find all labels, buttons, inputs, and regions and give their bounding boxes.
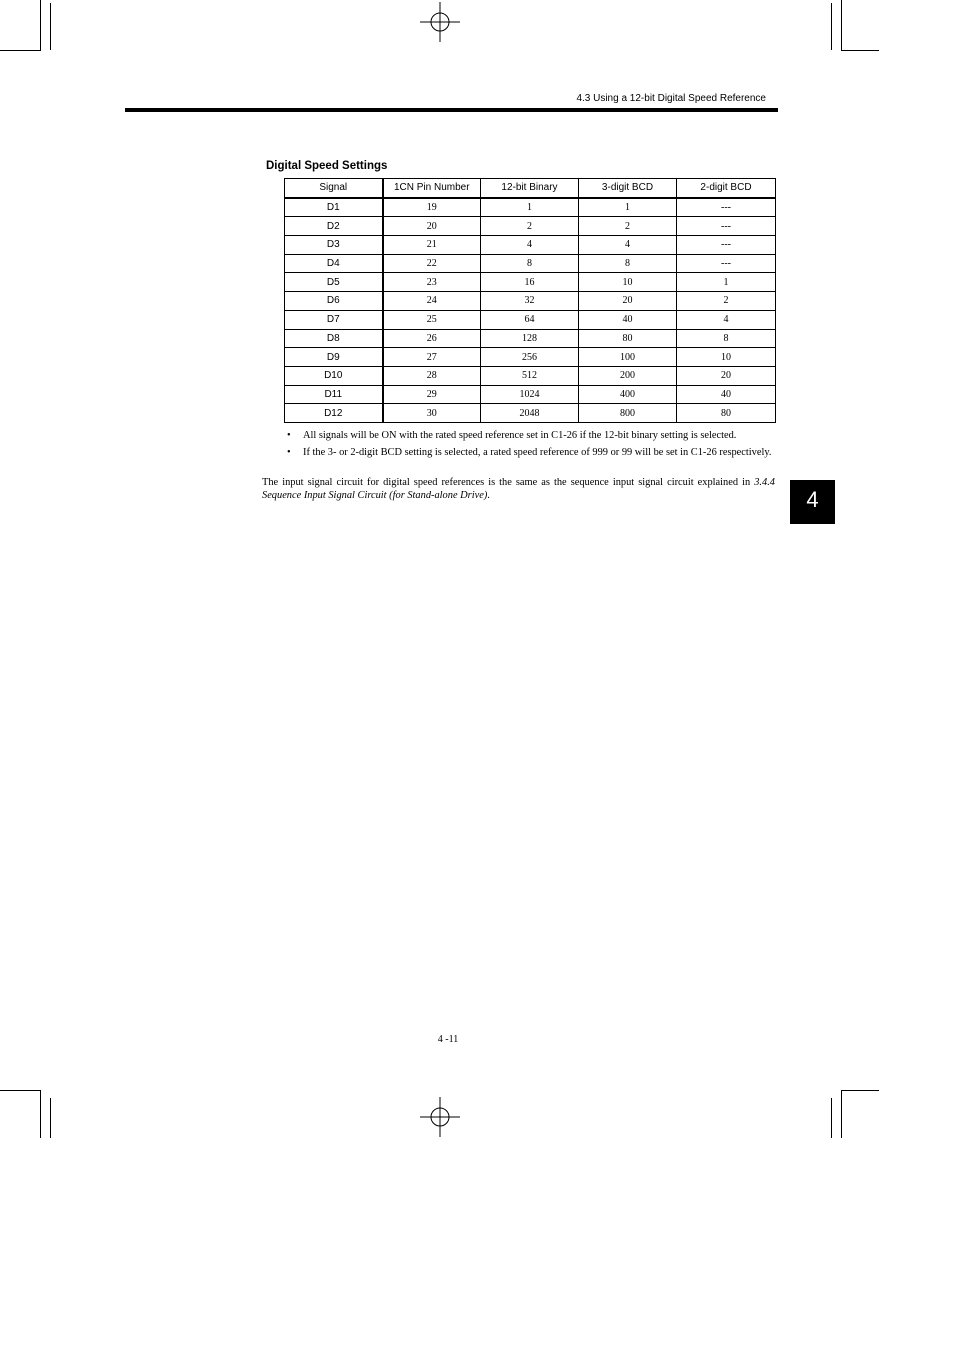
binary-cell: 2 xyxy=(481,217,579,236)
chapter-tab: 4 xyxy=(790,480,835,524)
signal-cell: D9 xyxy=(285,348,383,367)
note-text: All signals will be ON with the rated speed reference set in C1-26 if the 12-bit binary setting is selected. xyxy=(303,430,737,441)
binary-cell: 256 xyxy=(481,348,579,367)
bullet-icon: • xyxy=(287,430,291,441)
table-row xyxy=(285,217,776,236)
table-row xyxy=(285,254,776,273)
table-header-row xyxy=(285,179,776,198)
bcd3-cell: 20 xyxy=(579,292,677,311)
bcd2-cell: --- xyxy=(677,198,776,217)
registration-mark-bottom xyxy=(420,1097,460,1137)
pin-cell: 19 xyxy=(383,198,481,217)
list-item xyxy=(286,447,776,460)
binary-cell: 128 xyxy=(481,329,579,348)
bcd3-cell: 80 xyxy=(579,329,677,348)
signal-cell: D1 xyxy=(285,198,383,217)
binary-cell: 2048 xyxy=(481,404,579,423)
bcd2-cell: 80 xyxy=(677,404,776,423)
list-item xyxy=(286,430,776,443)
column-header-signal: Signal xyxy=(285,179,383,198)
pin-cell: 21 xyxy=(383,236,481,255)
table-row xyxy=(285,198,776,217)
pin-cell: 24 xyxy=(383,292,481,311)
running-header: 4.3 Using a 12-bit Digital Speed Reference xyxy=(576,93,766,104)
binary-cell: 64 xyxy=(481,310,579,329)
binary-cell: 8 xyxy=(481,254,579,273)
signal-cell: D11 xyxy=(285,385,383,404)
table-row xyxy=(285,236,776,255)
bcd3-cell: 1 xyxy=(579,198,677,217)
signal-cell: D12 xyxy=(285,404,383,423)
bcd2-cell: 1 xyxy=(677,273,776,292)
table-row xyxy=(285,348,776,367)
table-row xyxy=(285,329,776,348)
bcd2-cell: 10 xyxy=(677,348,776,367)
bcd2-cell: 40 xyxy=(677,385,776,404)
pin-cell: 23 xyxy=(383,273,481,292)
bcd3-cell: 200 xyxy=(579,366,677,385)
signal-cell: D2 xyxy=(285,217,383,236)
bcd3-cell: 100 xyxy=(579,348,677,367)
signal-cell: D4 xyxy=(285,254,383,273)
signal-cell: D3 xyxy=(285,236,383,255)
pin-cell: 28 xyxy=(383,366,481,385)
bcd3-cell: 800 xyxy=(579,404,677,423)
note-text: If the 3- or 2-digit BCD setting is selected, a rated speed reference of 999 or 99 will be set in C1-26 respectively. xyxy=(303,446,772,458)
bcd3-cell: 10 xyxy=(579,273,677,292)
binary-cell: 32 xyxy=(481,292,579,311)
table-row xyxy=(285,273,776,292)
pin-cell: 30 xyxy=(383,404,481,423)
binary-cell: 1024 xyxy=(481,385,579,404)
paragraph-text: The input signal circuit for digital speed references is the same as the sequence input signal circuit explained in xyxy=(262,477,755,488)
pin-cell: 29 xyxy=(383,385,481,404)
signal-cell: D6 xyxy=(285,292,383,311)
bcd3-cell: 400 xyxy=(579,385,677,404)
column-header-12bit-binary: 12-bit Binary xyxy=(481,179,579,198)
table-row xyxy=(285,310,776,329)
table-row xyxy=(285,385,776,404)
bcd2-cell: 20 xyxy=(677,366,776,385)
paragraph-end: . xyxy=(487,490,490,501)
signal-cell: D10 xyxy=(285,366,383,385)
bcd2-cell: 8 xyxy=(677,329,776,348)
pin-cell: 20 xyxy=(383,217,481,236)
bcd3-cell: 40 xyxy=(579,310,677,329)
bcd2-cell: --- xyxy=(677,236,776,255)
binary-cell: 1 xyxy=(481,198,579,217)
bcd2-cell: --- xyxy=(677,254,776,273)
header-rule xyxy=(125,108,778,112)
column-header-pin-number: 1CN Pin Number xyxy=(383,179,481,198)
table-row xyxy=(285,366,776,385)
signal-cell: D8 xyxy=(285,329,383,348)
registration-mark-top xyxy=(420,2,460,42)
bcd2-cell: --- xyxy=(677,217,776,236)
bcd3-cell: 8 xyxy=(579,254,677,273)
binary-cell: 4 xyxy=(481,236,579,255)
pin-cell: 25 xyxy=(383,310,481,329)
table-row xyxy=(285,292,776,311)
signal-cell: D7 xyxy=(285,310,383,329)
signal-cell: D5 xyxy=(285,273,383,292)
pin-cell: 26 xyxy=(383,329,481,348)
bcd2-cell: 2 xyxy=(677,292,776,311)
page-number: 4 -11 xyxy=(437,1034,459,1045)
notes-list xyxy=(286,430,776,463)
section-title: Digital Speed Settings xyxy=(266,160,388,172)
pin-cell: 22 xyxy=(383,254,481,273)
section-reference: 3.4.4 Sequence Input Signal Circuit (for Stand-alone Drive) xyxy=(262,477,775,501)
column-header-2digit-bcd: 2-digit BCD xyxy=(677,179,776,198)
bullet-icon: • xyxy=(287,446,291,458)
body-paragraph xyxy=(262,476,775,502)
bcd2-cell: 4 xyxy=(677,310,776,329)
table-row xyxy=(285,404,776,423)
binary-cell: 512 xyxy=(481,366,579,385)
pin-cell: 27 xyxy=(383,348,481,367)
digital-speed-table xyxy=(284,178,776,423)
bcd3-cell: 2 xyxy=(579,217,677,236)
binary-cell: 16 xyxy=(481,273,579,292)
column-header-3digit-bcd: 3-digit BCD xyxy=(579,179,677,198)
bcd3-cell: 4 xyxy=(579,236,677,255)
